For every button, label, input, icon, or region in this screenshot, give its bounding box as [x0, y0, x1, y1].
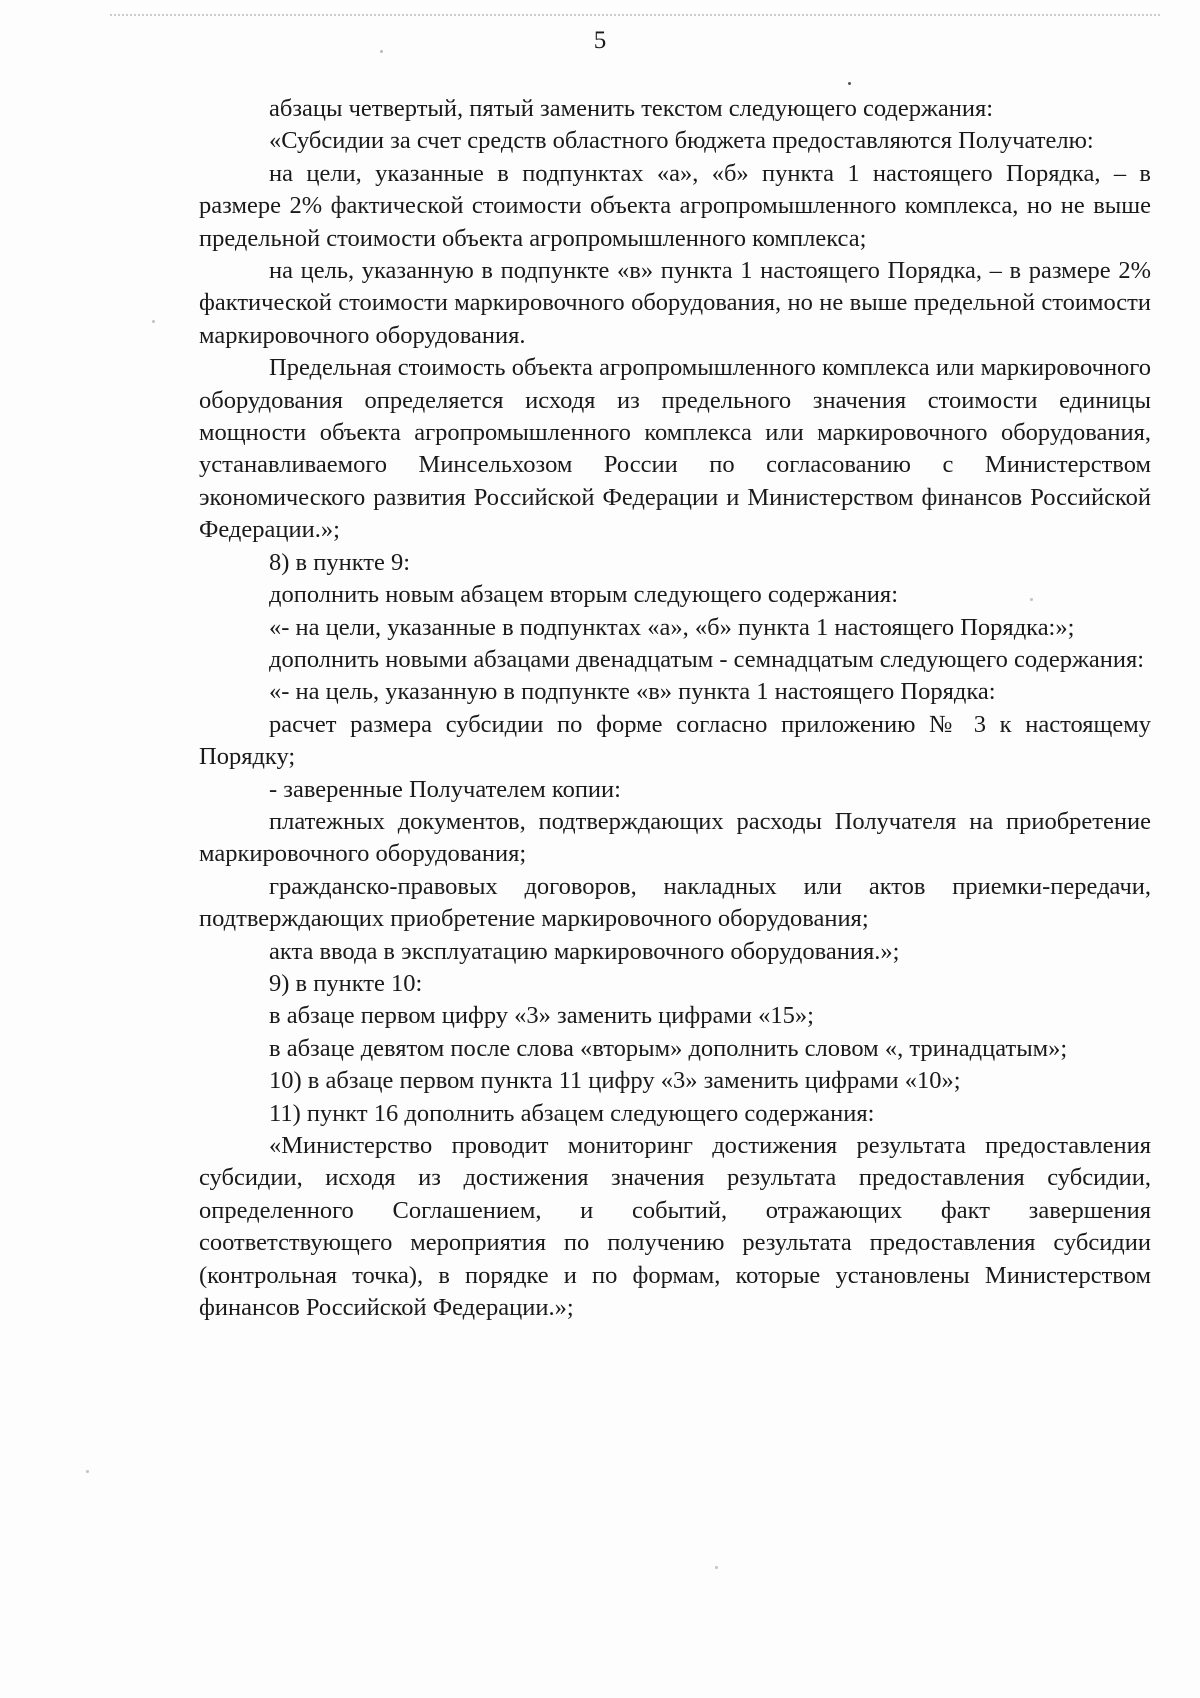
paragraph: - заверенные Получателем копии:	[269, 775, 621, 803]
scan-speck	[1030, 598, 1033, 601]
paragraph: в абзаце девятом после слова «вторым» дополнить словом «, тринадцатым»;	[269, 1034, 1068, 1062]
paragraph: абзацы четвертый, пятый заменить текстом следующего содержания:	[269, 95, 994, 122]
scan-speck	[848, 82, 851, 85]
paragraph: 11) пункт 16 дополнить абзацем следующего содержания:	[269, 1099, 875, 1127]
scan-speck	[152, 320, 155, 323]
paragraph: акта ввода в эксплуатацию маркировочного оборудования.»;	[269, 937, 900, 965]
paragraph: «- на цели, указанные в подпунктах «а», «б» пункта 1 настоящего Порядка:»;	[269, 613, 1075, 641]
paragraph: Предельная стоимость объекта агропромышленного комплекса или маркировочного оборудования определяется исходя из предельного значения стоимости единицы мощности объекта агропромышленного комплекса или маркировочного оборудования, устанавливаемого Минсельхозом России по согласованию с Министерством экономического развития Российской Федерации и Министерством финансов Российской Федерации.»;	[199, 354, 1151, 544]
scan-speck	[715, 1566, 718, 1569]
paragraph: 10) в абзаце первом пункта 11 цифру «3» заменить цифрами «10»;	[269, 1067, 961, 1095]
scan-speck	[86, 1470, 89, 1473]
paragraph: 9) в пункте 10:	[269, 969, 423, 997]
paragraph: на цели, указанные в подпунктах «а», «б» пункта 1 настоящего Порядка, – в размере 2% фактической стоимости объекта агропромышленного комплекса, но не выше предельной стоимости объекта агропромышленного комплекса;	[199, 159, 1151, 252]
document-body	[199, 93, 1151, 1324]
paragraph: дополнить новыми абзацами двенадцатым - семнадцатым следующего содержания:	[269, 645, 1145, 673]
paragraph: «- на цель, указанную в подпункте «в» пункта 1 настоящего Порядка:	[269, 678, 996, 706]
paragraph: дополнить новым абзацем вторым следующего содержания:	[269, 581, 898, 609]
paragraph: на цель, указанную в подпункте «в» пункта 1 настоящего Порядка, – в размере 2% фактической стоимости маркировочного оборудования, но не выше предельной стоимости маркировочного оборудования.	[199, 257, 1151, 349]
paragraph: гражданско-правовых договоров, накладных или актов приемки-передачи, подтверждающих приобретение маркировочного оборудования;	[199, 872, 1151, 933]
paragraph: расчет размера субсидии по форме согласно приложению № 3 к настоящему Порядку;	[199, 710, 1151, 771]
paragraph: «Субсидии за счет средств областного бюджета предоставляются Получателю:	[269, 127, 1094, 155]
scan-artifact	[110, 14, 1160, 20]
paragraph: «Министерство проводит мониторинг достижения результата предоставления субсидии, исходя из достижения значения результата предоставления субсидии, определенного Соглашением, и событий, отражающих факт завершения соответствующего мероприятия по получению результата предоставления субсидии (контрольная точка), в порядке и по формам, которые установлены Министерством финансов Российской Федерации.»;	[199, 1132, 1151, 1322]
paragraph: 8) в пункте 9:	[269, 548, 411, 576]
paragraph: платежных документов, подтверждающих расходы Получателя на приобретение маркировочного оборудования;	[199, 807, 1151, 868]
page-number: 5	[593, 27, 607, 54]
paragraph: в абзаце первом цифру «3» заменить цифрами «15»;	[269, 1002, 814, 1030]
scan-speck	[380, 50, 383, 53]
